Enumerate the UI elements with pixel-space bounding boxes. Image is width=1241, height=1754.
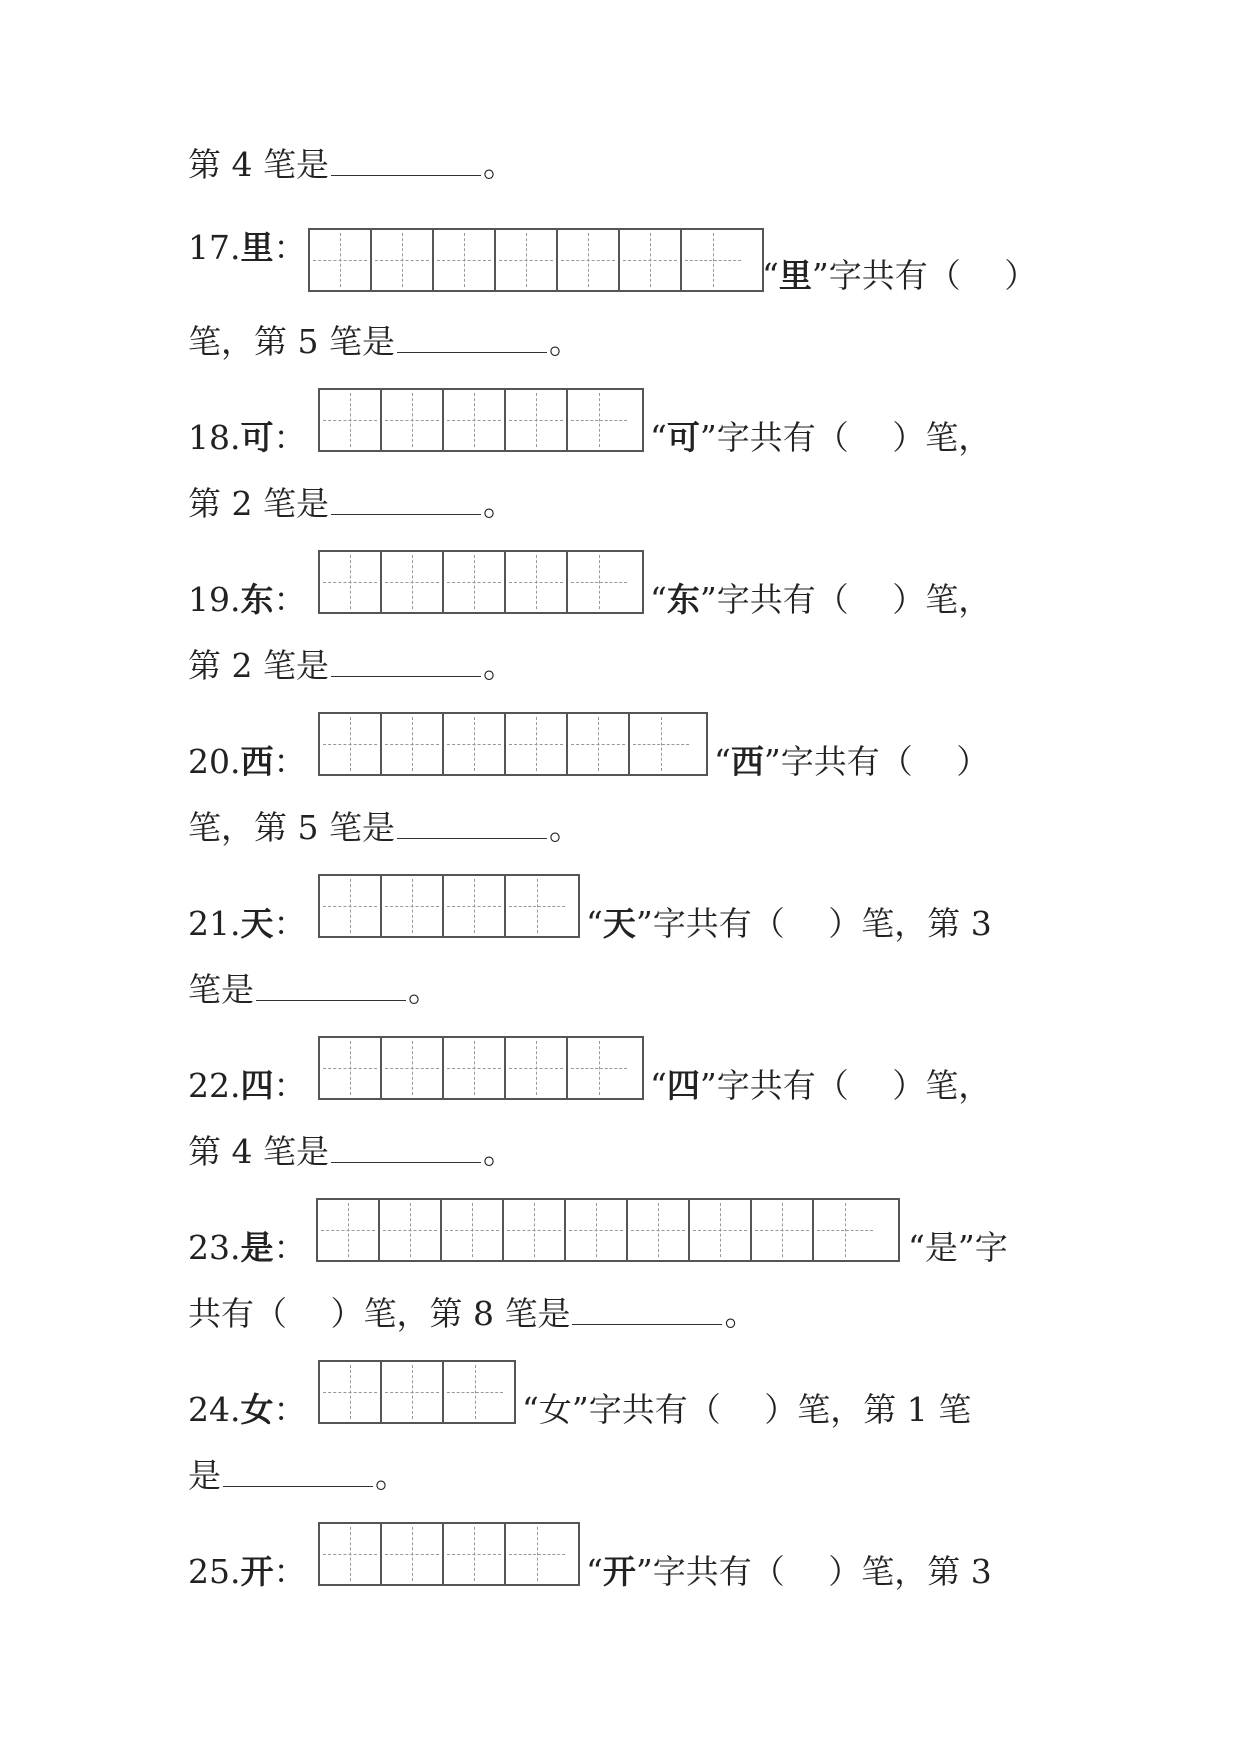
question-21-line2: 笔是 。: [188, 970, 441, 1009]
stroke-grid-18[interactable]: [318, 388, 644, 452]
question-25: 25.开：: [188, 1552, 307, 1591]
question-19-line2: 第 2 笔是 。: [188, 646, 516, 685]
question-25-text: “开”字共有（ ）笔，第 3: [586, 1552, 992, 1591]
grid-cell[interactable]: [504, 1200, 566, 1260]
grid-cell[interactable]: [566, 1200, 628, 1260]
grid-cell[interactable]: [568, 552, 630, 612]
question-24: 24.女：: [188, 1390, 307, 1429]
grid-cell[interactable]: [506, 552, 568, 612]
grid-cell[interactable]: [380, 1200, 442, 1260]
question-19-text: “东”字共有（ ）笔，: [650, 580, 992, 619]
grid-cell[interactable]: [558, 230, 620, 290]
grid-cell[interactable]: [568, 1038, 630, 1098]
stroke-grid-19[interactable]: [318, 550, 644, 614]
question-19: 19.东：: [188, 580, 307, 619]
question-17: 17.里：: [188, 228, 307, 267]
question-24-text: “女”字共有（ ）笔，第 1 笔: [522, 1390, 972, 1429]
grid-cell[interactable]: [752, 1200, 814, 1260]
grid-cell[interactable]: [506, 390, 568, 450]
stroke-grid-22[interactable]: [318, 1036, 644, 1100]
question-23: 23.是：: [188, 1228, 307, 1267]
question-21: 21.天：: [188, 904, 307, 943]
question-24-line2: 是 。: [188, 1456, 408, 1495]
grid-cell[interactable]: [320, 1038, 382, 1098]
answer-blank[interactable]: [331, 646, 481, 677]
question-17-line2: 笔，第 5 笔是 。: [188, 322, 582, 361]
grid-cell[interactable]: [628, 1200, 690, 1260]
grid-cell[interactable]: [506, 1038, 568, 1098]
grid-cell[interactable]: [382, 714, 444, 774]
question-20: 20.西：: [188, 742, 307, 781]
answer-blank[interactable]: [331, 145, 481, 176]
grid-cell[interactable]: [382, 390, 444, 450]
grid-cell[interactable]: [496, 230, 558, 290]
grid-cell[interactable]: [382, 1038, 444, 1098]
grid-cell[interactable]: [310, 230, 372, 290]
question-22: 22.四：: [188, 1066, 307, 1105]
grid-cell[interactable]: [682, 230, 744, 290]
grid-cell[interactable]: [382, 1524, 444, 1584]
grid-cell[interactable]: [444, 714, 506, 774]
stroke-grid-25[interactable]: [318, 1522, 580, 1586]
answer-blank[interactable]: [397, 322, 547, 353]
grid-cell[interactable]: [320, 552, 382, 612]
question-16-continuation: 第 4 笔是 。: [188, 145, 516, 184]
answer-blank[interactable]: [331, 484, 481, 515]
answer-blank[interactable]: [397, 808, 547, 839]
question-17-text: “里”字共有（ ）: [762, 256, 1038, 295]
grid-cell[interactable]: [382, 1362, 444, 1422]
question-18-line2: 第 2 笔是 。: [188, 484, 516, 523]
grid-cell[interactable]: [320, 876, 382, 936]
grid-cell[interactable]: [372, 230, 434, 290]
question-21-text: “天”字共有（ ）笔，第 3: [586, 904, 992, 943]
grid-cell[interactable]: [444, 876, 506, 936]
grid-cell[interactable]: [620, 230, 682, 290]
grid-cell[interactable]: [630, 714, 692, 774]
stroke-grid-24[interactable]: [318, 1360, 516, 1424]
grid-cell[interactable]: [444, 552, 506, 612]
grid-cell[interactable]: [320, 1362, 382, 1422]
stroke-grid-17[interactable]: [308, 228, 764, 292]
answer-blank[interactable]: [331, 1132, 481, 1163]
grid-cell[interactable]: [506, 714, 568, 774]
question-23-text: “是”字: [908, 1228, 1008, 1267]
question-20-text: “西”字共有（ ）: [714, 742, 990, 781]
stroke-grid-21[interactable]: [318, 874, 580, 938]
grid-cell[interactable]: [444, 1362, 506, 1422]
grid-cell[interactable]: [690, 1200, 752, 1260]
answer-blank[interactable]: [256, 970, 406, 1001]
grid-cell[interactable]: [320, 390, 382, 450]
grid-cell[interactable]: [814, 1200, 876, 1260]
grid-cell[interactable]: [506, 1524, 568, 1584]
grid-cell[interactable]: [442, 1200, 504, 1260]
grid-cell[interactable]: [382, 876, 444, 936]
grid-cell[interactable]: [320, 714, 382, 774]
answer-blank[interactable]: [572, 1294, 722, 1325]
grid-cell[interactable]: [506, 876, 568, 936]
grid-cell[interactable]: [568, 714, 630, 774]
grid-cell[interactable]: [318, 1200, 380, 1260]
question-22-line2: 第 4 笔是 。: [188, 1132, 516, 1171]
grid-cell[interactable]: [444, 390, 506, 450]
grid-cell[interactable]: [444, 1038, 506, 1098]
grid-cell[interactable]: [444, 1524, 506, 1584]
question-23-line2: 共有（ ）笔，第 8 笔是 。: [188, 1294, 758, 1333]
question-20-line2: 笔，第 5 笔是 。: [188, 808, 582, 847]
grid-cell[interactable]: [568, 390, 630, 450]
grid-cell[interactable]: [320, 1524, 382, 1584]
question-18: 18.可：: [188, 418, 307, 457]
question-22-text: “四”字共有（ ）笔，: [650, 1066, 992, 1105]
grid-cell[interactable]: [382, 552, 444, 612]
question-18-text: “可”字共有（ ）笔，: [650, 418, 992, 457]
stroke-grid-20[interactable]: [318, 712, 708, 776]
answer-blank[interactable]: [223, 1456, 373, 1487]
stroke-grid-23[interactable]: [316, 1198, 900, 1262]
grid-cell[interactable]: [434, 230, 496, 290]
